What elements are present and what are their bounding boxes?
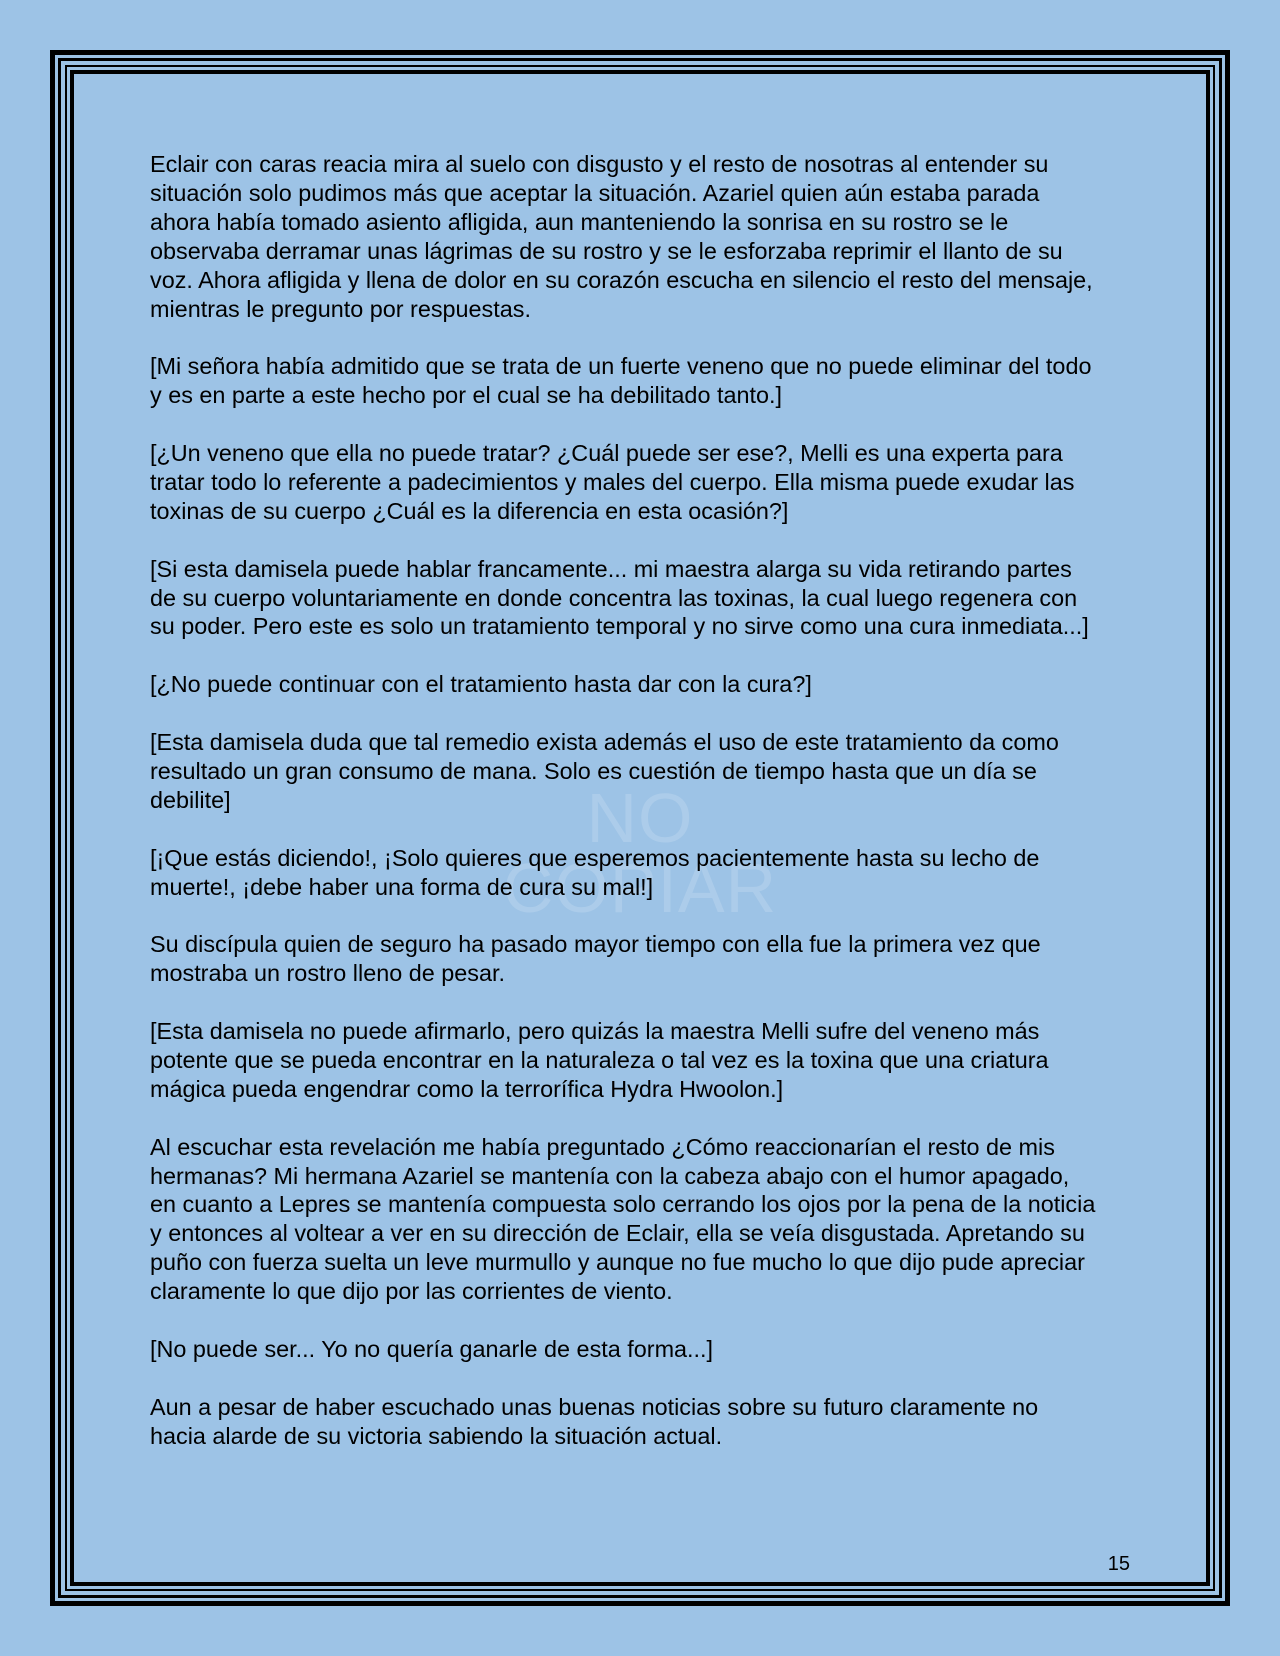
paragraph: Aun a pesar de haber escuchado unas buenas noticias sobre su futuro claramente no hacia alarde de su victoria sabiendo la situación actual. <box>150 1393 1039 1449</box>
paragraph: [¿No puede continuar con el tratamiento hasta dar con la cura?] <box>150 671 812 698</box>
paragraph: [Esta damisela duda que tal remedio exista además el uso de este tratamiento da como resultado un gran consumo de mana. Solo es cuestión de tiempo hasta que un día se debilite] <box>150 729 1059 813</box>
watermark: NO COPIAR <box>502 779 778 927</box>
paragraph: [¡Que estás diciendo!, ¡Solo quieres que esperemos pacientemente hasta su lecho de muerte!, ¡debe haber una forma de cura su mal!] <box>150 844 1040 900</box>
paragraph: Al escuchar esta revelación me había preguntado ¿Cómo reaccionarían el resto de mis hermanas? Mi hermana Azariel se mantenía con la cabeza abajo con el humor apagado, en cuanto a Lepres se mantenía compuesta solo cerrando los ojos por la pena de la noticia y entonces al voltear a ver en su dirección de Eclair, ella se veía disgustada. Apretando su puño con fuerza suelta un leve murmullo y aunque no fue mucho lo que dijo pude apreciar claramente lo que dijo por las corrientes de viento. <box>150 1133 1096 1305</box>
paragraph: [No puede ser... Yo no quería ganarle de esta forma...] <box>150 1336 714 1362</box>
paragraph: Eclair con caras reacia mira al suelo con disgusto y el resto de nosotras al entender su situación solo pudimos más que aceptar la situación. Azariel quien aún estaba parada ahora había tomado asiento afligida, aun manteniendo la sonrisa en su rostro se le observaba derramar unas lágrimas de su rostro y se le esforzaba reprimir el llanto de su voz. Ahora afligida y llena de dolor en su corazón escucha en silencio el resto del mensaje, mientras le pregunto por respuestas. <box>150 151 1093 322</box>
document-body <box>150 150 1100 1480</box>
paragraph: [¿Un veneno que ella no puede tratar? ¿Cuál puede ser ese?, Melli es una experta para tratar todo lo referente a padecimientos y males del cuerpo. Ella misma puede exudar las toxinas de su cuerpo ¿Cuál es la diferencia en esta ocasión?] <box>150 440 1075 524</box>
paragraph: Su discípula quien de seguro ha pasado mayor tiempo con ella fue la primera vez que mostraba un rostro lleno de pesar. <box>150 931 1041 987</box>
paragraph: [Mi señora había admitido que se trata de un fuerte veneno que no puede eliminar del todo y es en parte a este hecho por el cual se ha debilitado tanto.] <box>150 353 1092 409</box>
paragraph: [Si esta damisela puede hablar francamente... mi maestra alarga su vida retirando partes de su cuerpo voluntariamente en donde concentra las toxinas, la cual luego regenera con su poder. Pero este es solo un tratamiento temporal y no sirve como una cura inmediata...] <box>150 555 1089 640</box>
paragraph: [Esta damisela no puede afirmarlo, pero quizás la maestra Melli sufre del veneno más potente que se pueda encontrar en la naturaleza o tal vez es la toxina que una criatura mágica pueda engendrar como la terrorífica Hydra Hwoolon.] <box>150 1018 1049 1102</box>
page-number: 15 <box>1107 1553 1130 1575</box>
